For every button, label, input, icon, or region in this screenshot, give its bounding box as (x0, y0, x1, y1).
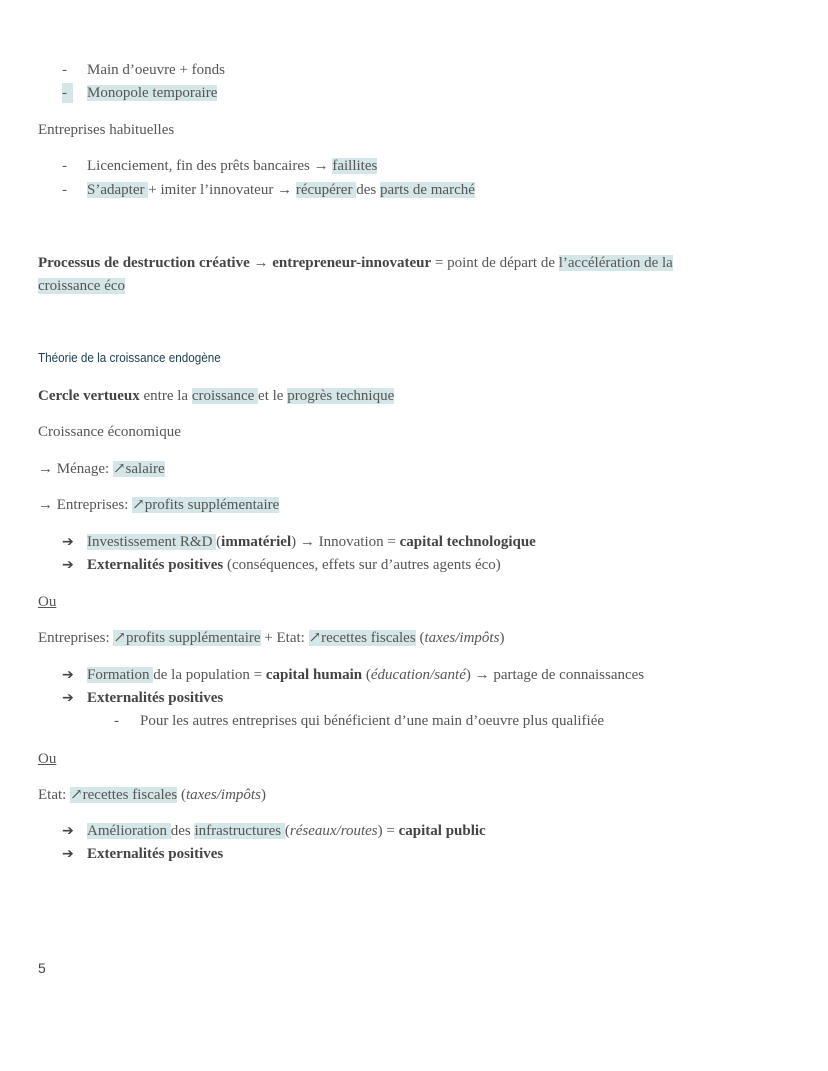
arrow-item: Externalités positives (87, 846, 224, 862)
processus-line: Processus de destruction créative → entrepreneur-innovateur = point de départ de l’accélération de la (38, 255, 673, 271)
bullet-dash: - (62, 83, 73, 103)
entreprises-habituelles-title: Entreprises habituelles (38, 122, 175, 138)
bullet-text: S’adapter + imiter l’innovateur → récupérer des parts de marché (87, 182, 475, 198)
cercle-line: Cercle vertueux entre la croissance et le progrès technique (38, 388, 395, 404)
arrow-bullet-icon: ➔ (62, 534, 74, 550)
arrow-bullet-icon: ➔ (62, 823, 74, 839)
arrow-item: Amélioration des infrastructures (réseaux/routes) = capital public (87, 823, 486, 839)
etat-line: Etat: ↗recettes fiscales (taxes/impôts) (38, 787, 266, 803)
bullet-dash: - (62, 158, 67, 174)
ou-label: Ou (38, 594, 57, 610)
bullet-dash: - (62, 182, 67, 198)
sub-bullet-text: Pour les autres entreprises qui bénéficient d’une main d’oeuvre plus qualifiée (140, 713, 605, 729)
page-number: 5 (38, 960, 46, 976)
arrow-item: Investissement R&D (immatériel) → Innovation = capital technologique (87, 534, 536, 550)
bullet-dash: - (114, 713, 119, 729)
bullet-dash: - (62, 62, 67, 78)
arrow-bullet-icon: ➔ (62, 690, 74, 706)
entreprises-etat-line: Entreprises: ↗profits supplémentaire + Etat: ↗recettes fiscales (taxes/impôts) (38, 630, 505, 646)
croissance-eco: Croissance économique (38, 424, 181, 440)
section-heading: Théorie de la croissance endogène (38, 350, 221, 365)
ou-label: Ou (38, 751, 57, 767)
bullet-text: Licenciement, fin des prêts bancaires → faillites (87, 158, 378, 174)
arrow-bullet-icon: ➔ (62, 557, 74, 573)
arrow-item: Formation de la population = capital humain (éducation/santé) → partage de connaissances (87, 667, 645, 683)
entreprises-line: → Entreprises: ↗profits supplémentaire (38, 497, 280, 513)
arrow-item: Externalités positives (conséquences, effets sur d’autres agents éco) (87, 557, 501, 573)
bullet-text: Main d’oeuvre + fonds (87, 62, 226, 78)
arrow-item: Externalités positives (87, 690, 224, 706)
bullet-text: Monopole temporaire (87, 85, 218, 101)
arrow-bullet-icon: ➔ (62, 667, 74, 683)
processus-line-2: croissance éco (38, 278, 126, 294)
arrow-bullet-icon: ➔ (62, 846, 74, 862)
menage-line: → Ménage: ↗salaire (38, 461, 165, 477)
